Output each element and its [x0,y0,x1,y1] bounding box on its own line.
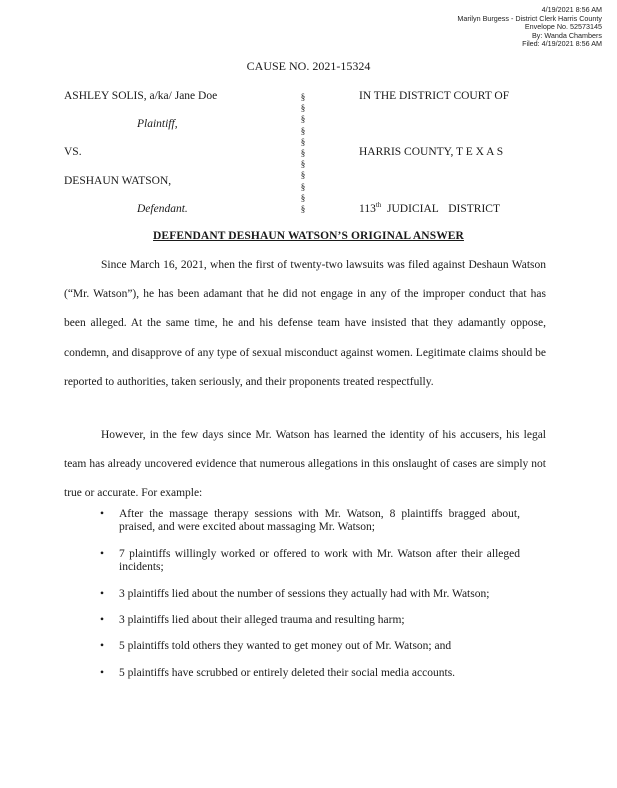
filing-stamp [457,6,602,49]
paragraph: Since March 16, 2021, when the first of twenty-two lawsuits was filed against Deshaun Watson (“Mr. Watson”), he has been adamant that he did not engage in any of the improper conduct that has been alleged. At the same time, he and his defense team have insisted that they adamantly oppose, condemn, and disapprove of any type of sexual misconduct against women. Legitimate claims should be reported to authorities, taken seriously, and their proponents treated respectfully. [64,259,546,388]
allegations-list [100,508,520,693]
list-item-text: 3 plaintiffs lied about their alleged trauma and resulting harm; [119,614,405,627]
section-symbol: § [300,92,306,102]
list-item [100,588,520,601]
defendant-name: DESHAUN WATSON, [64,175,172,187]
plaintiff-role: Plaintiff, [137,118,178,130]
section-symbol: § [300,159,306,170]
section-symbol: § [300,170,306,181]
stamp-line: Envelope No. 52573145 [524,22,602,32]
cause-number: CAUSE NO. 2021-15324 [246,59,371,73]
court-line-2: HARRIS COUNTY, T E X A S [359,146,504,158]
judicial-district [359,203,500,215]
list-item-text: After the massage therapy sessions with Mr. Watson, 8 plaintiffs bragged about, praised, and were excited about massaging Mr. Watson; [119,508,520,534]
list-item [100,614,520,627]
section-symbol-column [298,92,308,215]
list-item-text: 3 plaintiffs lied about the number of sessions they actually had with Mr. Watson; [119,587,490,600]
bullet-icon: • [100,666,105,679]
bullet-icon: • [100,547,105,560]
district-label: JUDICIAL DISTRICT [387,203,500,215]
list-item-text: 5 plaintiffs have scrubbed or entirely deleted their social media accounts. [119,666,456,679]
bullet-icon: • [100,640,105,653]
stamp-line: Marilyn Burgess - District Clerk Harris County [457,13,602,23]
plaintiff-name: ASHLEY SOLIS, a/ka/ Jane Doe [64,90,218,102]
list-item [100,640,520,653]
list-item-text: 5 plaintiffs told others they wanted to get money out of Mr. Watson; and [119,640,452,653]
section-symbol: § [300,103,306,114]
document-title: DEFENDANT DESHAUN WATSON’S ORIGINAL ANSWER [153,230,464,242]
list-item [100,508,520,535]
defendant-role: Defendant. [137,203,188,215]
list-item [100,667,520,680]
versus-label: VS. [64,146,82,158]
stamp-line: By: Wanda Chambers [531,30,602,40]
paragraph: However, in the few days since Mr. Watson has learned the identity of his accusers, his legal team has already uncovered evidence that numerous allegations in this onslaught of cases are simply not true or accurate. For example: [64,429,546,500]
bullet-icon: • [100,587,105,600]
bullet-icon: • [100,508,105,520]
section-symbol: § [300,148,306,159]
section-symbol: § [300,125,306,136]
stamp-line: Filed: 4/19/2021 8:56 AM [522,39,602,49]
district-number: 113 [359,203,376,215]
section-symbol: § [300,136,306,147]
section-symbol: § [300,204,306,215]
court-line-1: IN THE DISTRICT COURT OF [359,90,510,102]
bullet-icon: • [100,614,105,627]
section-symbol: § [300,192,306,203]
list-item [100,548,520,575]
section-symbol: § [300,114,306,125]
stamp-line: 4/19/2021 8:56 AM [541,5,602,14]
section-symbol: § [300,181,306,192]
district-ordinal: th [375,201,382,210]
list-item-text: 7 plaintiffs willingly worked or offered to work with Mr. Watson after their alleged incidents; [119,547,520,574]
